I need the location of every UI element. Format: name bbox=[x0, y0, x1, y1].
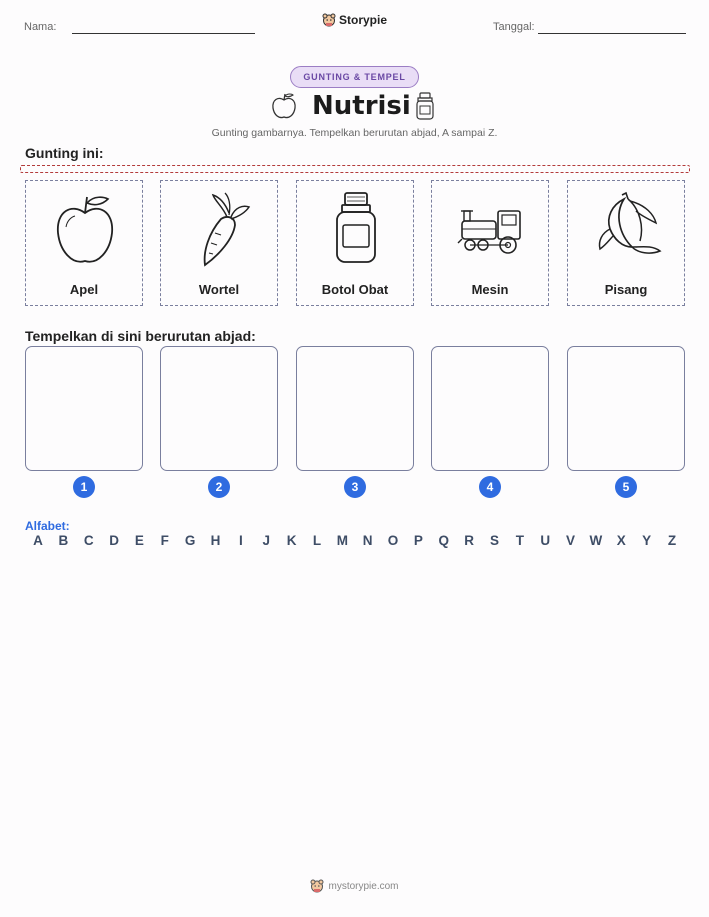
alphabet-letter: K bbox=[286, 533, 297, 548]
alphabet-letter: Y bbox=[642, 533, 652, 548]
order-number-badge: 4 bbox=[479, 476, 501, 498]
storypie-mascot-icon bbox=[322, 13, 336, 27]
apple-icon bbox=[50, 189, 120, 269]
alphabet-letter: R bbox=[464, 533, 474, 548]
alphabet-letter: I bbox=[238, 533, 243, 548]
paste-box-2[interactable] bbox=[160, 346, 278, 471]
name-label: Nama: bbox=[24, 21, 57, 33]
brand-logo bbox=[322, 13, 387, 27]
banana-icon bbox=[592, 189, 662, 269]
alphabet-letter: D bbox=[109, 533, 119, 548]
alphabet-letter: V bbox=[566, 533, 576, 548]
activity-badge: GUNTING & TEMPEL bbox=[290, 66, 419, 88]
alphabet-letter: S bbox=[489, 533, 499, 548]
alphabet-letter: J bbox=[262, 533, 270, 548]
alphabet-letter: L bbox=[312, 533, 322, 548]
cut-section-label: Gunting ini: bbox=[25, 145, 104, 161]
cut-card-label: Botol Obat bbox=[321, 282, 389, 297]
alphabet-letter: Q bbox=[438, 533, 449, 548]
paste-box-3[interactable] bbox=[296, 346, 414, 471]
train-engine-icon bbox=[456, 189, 526, 269]
footer bbox=[0, 879, 709, 893]
alphabet-letter: Z bbox=[667, 533, 677, 548]
order-number-badge: 5 bbox=[615, 476, 637, 498]
alphabet-letter: P bbox=[413, 533, 423, 548]
cut-card-label: Mesin bbox=[471, 282, 509, 297]
alphabet-letter: E bbox=[134, 533, 144, 548]
alphabet-letter: B bbox=[58, 533, 69, 548]
alphabet-letter: G bbox=[184, 533, 196, 548]
paste-section-label: Tempelkan di sini berurutan abjad: bbox=[25, 328, 256, 344]
paste-box-4[interactable] bbox=[431, 346, 549, 471]
instructions: Gunting gambarnya. Tempelkan berurutan abjad, A sampai Z. bbox=[211, 127, 498, 139]
alphabet-letter: H bbox=[210, 533, 221, 548]
cut-card-label: Apel bbox=[69, 282, 99, 297]
cut-card-medicine-bottle[interactable] bbox=[296, 180, 414, 306]
date-label: Tanggal: bbox=[493, 21, 535, 33]
alphabet-letter: U bbox=[540, 533, 551, 548]
carrot-icon bbox=[185, 189, 255, 269]
paste-box-1[interactable] bbox=[25, 346, 143, 471]
alphabet-letter: O bbox=[387, 533, 399, 548]
cut-card-label: Pisang bbox=[604, 282, 648, 297]
name-line[interactable] bbox=[72, 33, 255, 34]
alphabet-label: Alfabet: bbox=[25, 519, 70, 533]
cut-card-banana[interactable] bbox=[567, 180, 685, 306]
order-number-badge: 3 bbox=[344, 476, 366, 498]
storypie-mascot-icon bbox=[310, 879, 324, 893]
alphabet-letter: F bbox=[160, 533, 169, 548]
date-line[interactable] bbox=[538, 33, 686, 34]
cut-card-carrot[interactable] bbox=[160, 180, 278, 306]
order-number-badge: 2 bbox=[208, 476, 230, 498]
alphabet-strip bbox=[25, 533, 685, 548]
cut-line bbox=[20, 165, 690, 173]
alphabet-letter: C bbox=[83, 533, 94, 548]
medicine-bottle-icon bbox=[321, 189, 391, 269]
footer-url[interactable]: mystorypie.com bbox=[328, 880, 399, 892]
brand-name: Storypie bbox=[339, 13, 388, 27]
alphabet-letter: M bbox=[336, 533, 348, 548]
alphabet-letter: W bbox=[589, 533, 603, 548]
medicine-bottle-icon bbox=[414, 91, 436, 121]
alphabet-letter: A bbox=[33, 533, 43, 548]
order-number-badge: 1 bbox=[73, 476, 95, 498]
alphabet-letter: X bbox=[616, 533, 626, 548]
apple-icon bbox=[269, 91, 299, 121]
page-title: Nutrisi bbox=[312, 91, 411, 121]
alphabet-letter: T bbox=[515, 533, 524, 548]
alphabet-letter: N bbox=[362, 533, 373, 548]
cut-card-label: Wortel bbox=[198, 282, 240, 297]
cut-card-train-engine[interactable] bbox=[431, 180, 549, 306]
cut-card-apple[interactable] bbox=[25, 180, 143, 306]
paste-box-5[interactable] bbox=[567, 346, 685, 471]
